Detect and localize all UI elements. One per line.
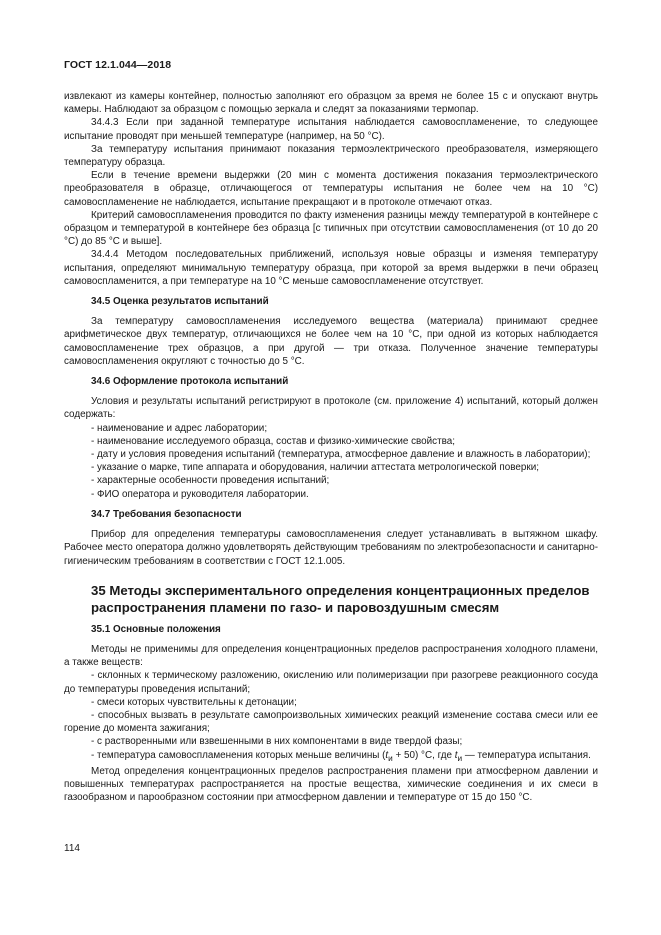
list-item: - способных вызвать в результате самопроизвольных химических реакций изменение состава смеси или ее горение до момента зажигания; [64,709,598,735]
list-item: - характерные особенности проведения испытаний; [91,475,330,487]
paragraph: Если в течение времени выдержки (20 мин с момента достижения показания термоэлектрического преобразователя в образце, отличающегося от температуры испытания не более чем на 10 °С) самовоспламенение не наблюдается, испытание прекращают и в протоколе отмечают отказ. [64,170,598,208]
standard-header: ГОСТ 12.1.044—2018 [64,59,172,71]
paragraph: Условия и результаты испытаний регистрируют в протоколе (см. приложение 4) испытаний, который должен содержать: [64,396,598,421]
page-number: 114 [64,843,80,854]
list-item: - ФИО оператора и руководителя лаборатории. [91,488,309,500]
paragraph: Критерий самовоспламенения проводится по факту изменения разницы между температурой в контейнере с образцом и температурой в контейнере без образца [с типичных при отсутствии самовоспламенения (от 10 до 20 °С) до 85 °С и выше]. [64,209,598,248]
list-item: - наименование и адрес лаборатории; [91,422,268,434]
list-item: - с растворенными или взвешенными в них компонентами в виде твердой фазы; [91,736,463,748]
paragraph: Методы не применимы для определения концентрационных пределов распространения холодного пламени, а также веществ: [64,643,598,669]
paragraph: За температуру испытания принимают показания термоэлектрического преобразователя, измеряющего температуру образца. [64,143,598,169]
list-item: - температура самовоспламенения которых меньше величины $(t_и + 50)$ °С, где $t_и$ — температура испытания. [91,749,591,763]
subsection-heading: 35.1 Основные положения [91,623,221,635]
paragraph: 34.4.3 Если при заданной температуре испытания наблюдается самовоспламенение, то следующее испытание проводят при меньшей температуре (например, на 50 °С). [64,117,598,142]
section-heading: 35 Методы экспериментального определения концентрационных пределов распространения пламени по газо- и паровоздушным смесям [91,582,590,615]
list-item: - смеси которых чувствительны к детонации; [91,696,297,708]
paragraph: Метод определения концентрационных пределов распространения пламени при атмосферном давлении и повышенных температурах распространяется на простые вещества, химические соединения и их смеси в газообразном и парообразном состоянии при атмосферном давлении и температуре от 15 до 150 °С. [64,765,598,804]
subsection-heading: 34.6 Оформление протокола испытаний [91,376,289,388]
paragraph: извлекают из камеры контейнер, полностью заполняют его образцом за время не более 15 с и опускают внутрь камеры. Наблюдают за образцом с помощью зеркала и следят за показаниями термопар. [64,91,598,116]
list-item: - наименование исследуемого образца, состав и физико-химические свойства; [91,435,455,447]
paragraph: 34.4.4 Методом последовательных приближений, используя новые образцы и изменяя температуру испытания, определяют минимальную температуру образца, при которой за время выдержки в печи образец самовоспламенится, а при температуре на 10 °С меньше самовоспламенение отсутствует. [64,249,598,287]
subsection-heading: 34.7 Требования безопасности [91,508,242,520]
subsection-heading: 34.5 Оценка результатов испытаний [91,296,269,308]
list-item: - указание о марке, типе аппарата и оборудования, наличии аттестата метрологической поверки; [91,462,539,474]
paragraph: За температуру самовоспламенения исследуемого вещества (материала) принимают среднее арифметическое двух температур, отличающихся не более чем на 10 °С, при одной из которых наблюдается самовоспламенение трех образцов, а при другой — три отказа. Полученное значение температуры самовоспламенения округляют с точностью до 5 °С. [64,316,598,367]
document-body [64,90,598,804]
paragraph: Прибор для определения температуры самовоспламенения следует устанавливать в вытяжном шкафу. Рабочее место оператора должно удовлетворять действующим требованиям по электробезопасности и санитарно-гигиеническим требованиям в соответствии с ГОСТ 12.1.005. [64,529,598,567]
list-item: - склонных к термическому разложению, окислению или полимеризации при разогреве реакционного сосуда до температуры проведения испытаний; [64,670,598,695]
list-item: - дату и условия проведения испытаний (температура, атмосферное давление и влажность в лаборатории); [91,449,591,461]
